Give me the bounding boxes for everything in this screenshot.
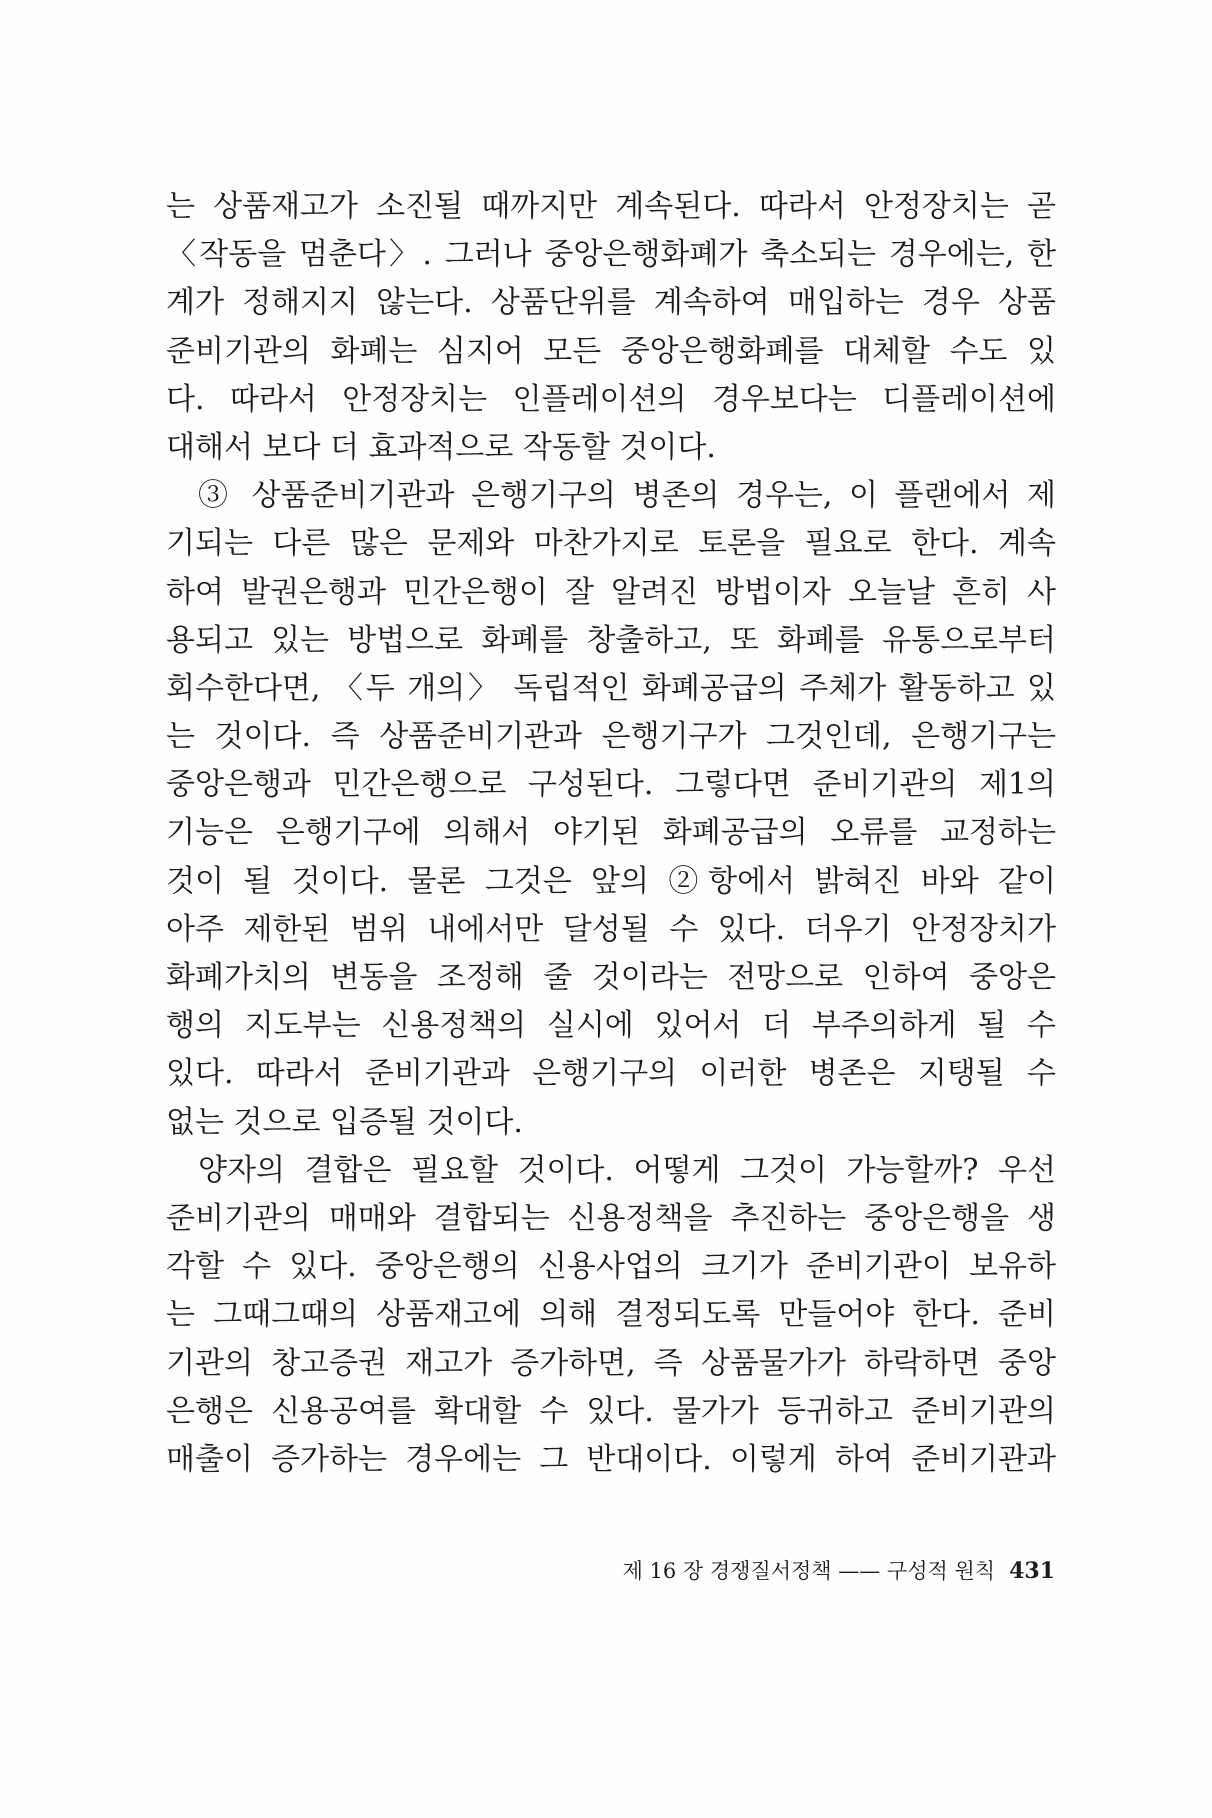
body-line: 아주 제한된 범위 내에서만 달성될 수 있다. 더우기 안정장치가	[166, 911, 1056, 947]
body-text	[166, 183, 1056, 1484]
page-number: 431	[1009, 1558, 1055, 1584]
body-line: 기되는 다른 많은 문제와 마찬가지로 토론을 필요로 한다. 계속	[166, 526, 1056, 562]
body-line: 다. 따라서 안정장치는 인플레이션의 경우보다는 디플레이션에	[166, 381, 1056, 417]
body-line: 기능은 은행기구에 의해서 야기된 화폐공급의 오류를 교정하는	[166, 815, 1056, 851]
body-line: 있다. 따라서 준비기관과 은행기구의 이러한 병존은 지탱될 수	[166, 1056, 1056, 1092]
running-head: 제 16 장 경쟁질서정책 —— 구성적 원칙	[622, 1559, 996, 1583]
body-line: 〈작동을 멈춘다〉. 그러나 중앙은행화폐가 축소되는 경우에는, 한	[166, 237, 1056, 273]
body-line: 행의 지도부는 신용정책의 실시에 있어서 더 부주의하게 될 수	[166, 1008, 1056, 1044]
body-line: 것이 될 것이다. 물론 그것은 앞의 ②항에서 밝혀진 바와 같이	[166, 863, 1056, 899]
body-line: 화폐가치의 변동을 조정해 줄 것이라는 전망으로 인하여 중앙은	[166, 960, 1056, 995]
paragraph-start-line: 양자의 결합은 필요할 것이다. 어떻게 그것이 가능할까? 우선	[198, 1152, 1056, 1188]
body-line: 계가 정해지지 않는다. 상품단위를 계속하여 매입하는 경우 상품	[166, 285, 1056, 321]
body-line: 매출이 증가하는 경우에는 그 반대이다. 이렇게 하여 준비기관과	[166, 1441, 1056, 1477]
body-line: 없는 것으로 입증될 것이다.	[166, 1104, 523, 1140]
paragraph-start-line: ③ 상품준비기관과 은행기구의 병존의 경우는, 이 플랜에서 제	[198, 478, 1056, 514]
body-line: 는 그때그때의 상품재고에 의해 결정되도록 만들어야 한다. 준비	[166, 1297, 1056, 1333]
body-line: 은행은 신용공여를 확대할 수 있다. 물가가 등귀하고 준비기관의	[166, 1393, 1056, 1429]
page-footer	[545, 1553, 1055, 1589]
body-line: 는 상품재고가 소진될 때까지만 계속된다. 따라서 안정장치는 곧	[166, 189, 1056, 224]
body-line: 준비기관의 화폐는 심지어 모든 중앙은행화폐를 대체할 수도 있	[166, 333, 1056, 369]
body-line: 중앙은행과 민간은행으로 구성된다. 그렇다면 준비기관의 제1의	[166, 767, 1056, 803]
body-line: 기관의 창고증권 재고가 증가하면, 즉 상품물가가 하락하면 중앙	[166, 1345, 1056, 1381]
body-line: 각할 수 있다. 중앙은행의 신용사업의 크기가 준비기관이 보유하	[166, 1249, 1056, 1285]
body-line: 하여 발권은행과 민간은행이 잘 알려진 방법이자 오늘날 흔히 사	[166, 574, 1056, 610]
body-line: 준비기관의 매매와 결합되는 신용정책을 추진하는 중앙은행을 생	[166, 1200, 1056, 1236]
body-line: 용되고 있는 방법으로 화폐를 창출하고, 또 화폐를 유통으로부터	[166, 622, 1056, 658]
body-line: 는 것이다. 즉 상품준비기관과 은행기구가 그것인데, 은행기구는	[166, 719, 1056, 755]
body-line: 회수한다면, 〈두 개의〉 독립적인 화폐공급의 주체가 활동하고 있	[166, 670, 1056, 706]
body-line: 대해서 보다 더 효과적으로 작동할 것이다.	[166, 429, 716, 465]
